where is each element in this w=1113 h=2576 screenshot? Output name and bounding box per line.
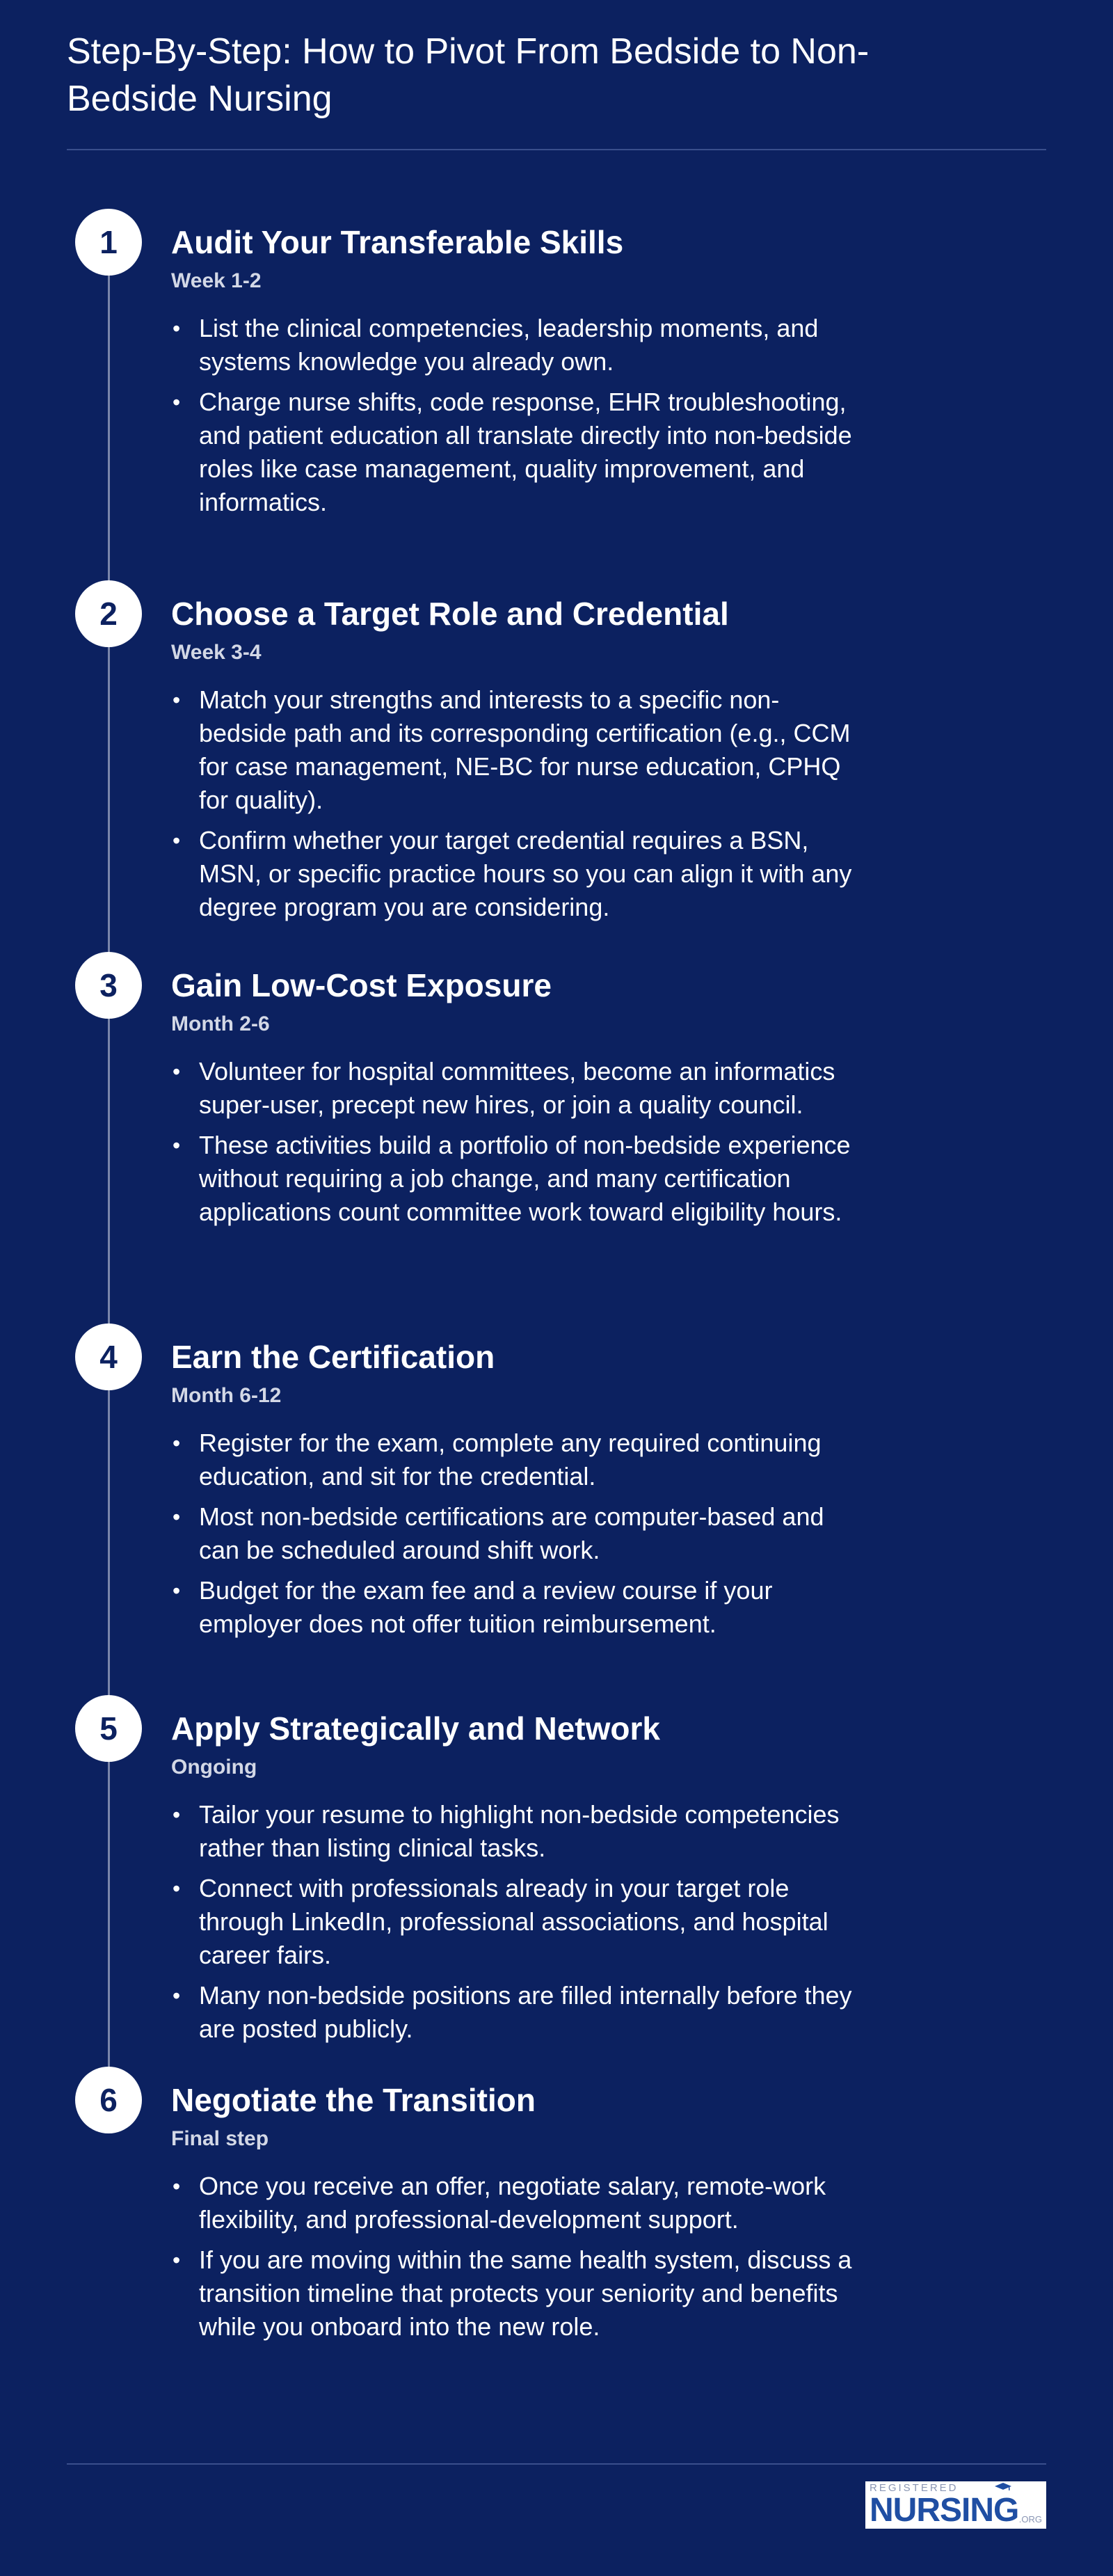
step-bullet: • Match your strengths and interests to a specific non-bedside path and its corresponding certification (e.g., CCM for case management, NE-BC for nurse education, CPHQ for quality). [171, 683, 867, 817]
step-bullet-list [171, 1055, 867, 1236]
page-title: Step-By-Step: How to Pivot From Bedside to Non-Bedside Nursing [67, 31, 870, 119]
step-bullet-list [171, 1798, 867, 2053]
step-bullet: • Once you receive an offer, negotiate salary, remote-work flexibility, and professional-development support. [171, 2170, 867, 2236]
step-bullet: • Many non-bedside positions are filled internally before they are posted publicly. [171, 1979, 867, 2046]
step-timing: Week 3-4 [171, 641, 262, 664]
header-divider [67, 149, 1046, 150]
registered-nursing-logo [865, 2481, 1046, 2529]
step-title: Choose a Target Role and Credential [171, 596, 729, 632]
step-bullet: • Tailor your resume to highlight non-bedside competencies rather than listing clinical tasks. [171, 1798, 867, 1865]
logo-main-text: NURSING [870, 2492, 1019, 2529]
graduation-cap-icon [995, 2483, 1011, 2491]
step-number-badge: 5 [75, 1695, 142, 1762]
step-timing: Ongoing [171, 1756, 257, 1779]
timeline-line [108, 242, 110, 2099]
step-number-badge: 6 [75, 2067, 142, 2133]
step-bullet-list [171, 2170, 867, 2351]
step-timing: Month 6-12 [171, 1384, 282, 1407]
step-number-badge: 4 [75, 1323, 142, 1390]
step-bullet: • List the clinical competencies, leadership moments, and systems knowledge you already own. [171, 312, 867, 379]
step-bullet: • Most non-bedside certifications are computer-based and can be scheduled around shift work. [171, 1500, 867, 1567]
step-title: Gain Low-Cost Exposure [171, 967, 552, 1003]
step-title: Apply Strategically and Network [171, 1710, 660, 1747]
step-title: Earn the Certification [171, 1339, 495, 1375]
step-timing: Month 2-6 [171, 1012, 270, 1035]
step-number-badge: 2 [75, 580, 142, 647]
step-bullet: • Budget for the exam fee and a review course if your employer does not offer tuition reimbursement. [171, 1574, 867, 1641]
step-bullet-list [171, 1426, 867, 1648]
step-number-badge: 1 [75, 209, 142, 276]
step-number-badge: 3 [75, 952, 142, 1019]
footer-divider [67, 2463, 1046, 2465]
step-bullet: • Confirm whether your target credential requires a BSN, MSN, or specific practice hours so you can align it with any degree program you are considering. [171, 824, 867, 924]
step-bullet: • Register for the exam, complete any required continuing education, and sit for the credential. [171, 1426, 867, 1493]
step-bullet: • These activities build a portfolio of non-bedside experience without requiring a job change, and many certification applications count committee work toward eligibility hours. [171, 1129, 867, 1229]
step-bullet-list [171, 312, 867, 526]
step-timing: Week 1-2 [171, 269, 262, 292]
logo-top-text: REGISTERED [870, 2482, 959, 2494]
logo-suffix-text: .ORG [1018, 2514, 1042, 2525]
step-title: Audit Your Transferable Skills [171, 224, 624, 260]
step-bullet: • Charge nurse shifts, code response, EHR troubleshooting, and patient education all translate directly into non-bedside roles like case management, quality improvement, and informatics. [171, 385, 867, 519]
step-bullet: • Volunteer for hospital committees, become an informatics super-user, precept new hires, or join a quality council. [171, 1055, 867, 1122]
step-title: Negotiate the Transition [171, 2082, 536, 2118]
step-bullet: • Connect with professionals already in your target role through LinkedIn, professional associations, and hospital career fairs. [171, 1872, 867, 1972]
step-timing: Final step [171, 2127, 269, 2150]
step-bullet: • If you are moving within the same health system, discuss a transition timeline that protects your seniority and benefits while you onboard into the new role. [171, 2243, 867, 2344]
step-bullet-list [171, 683, 867, 931]
